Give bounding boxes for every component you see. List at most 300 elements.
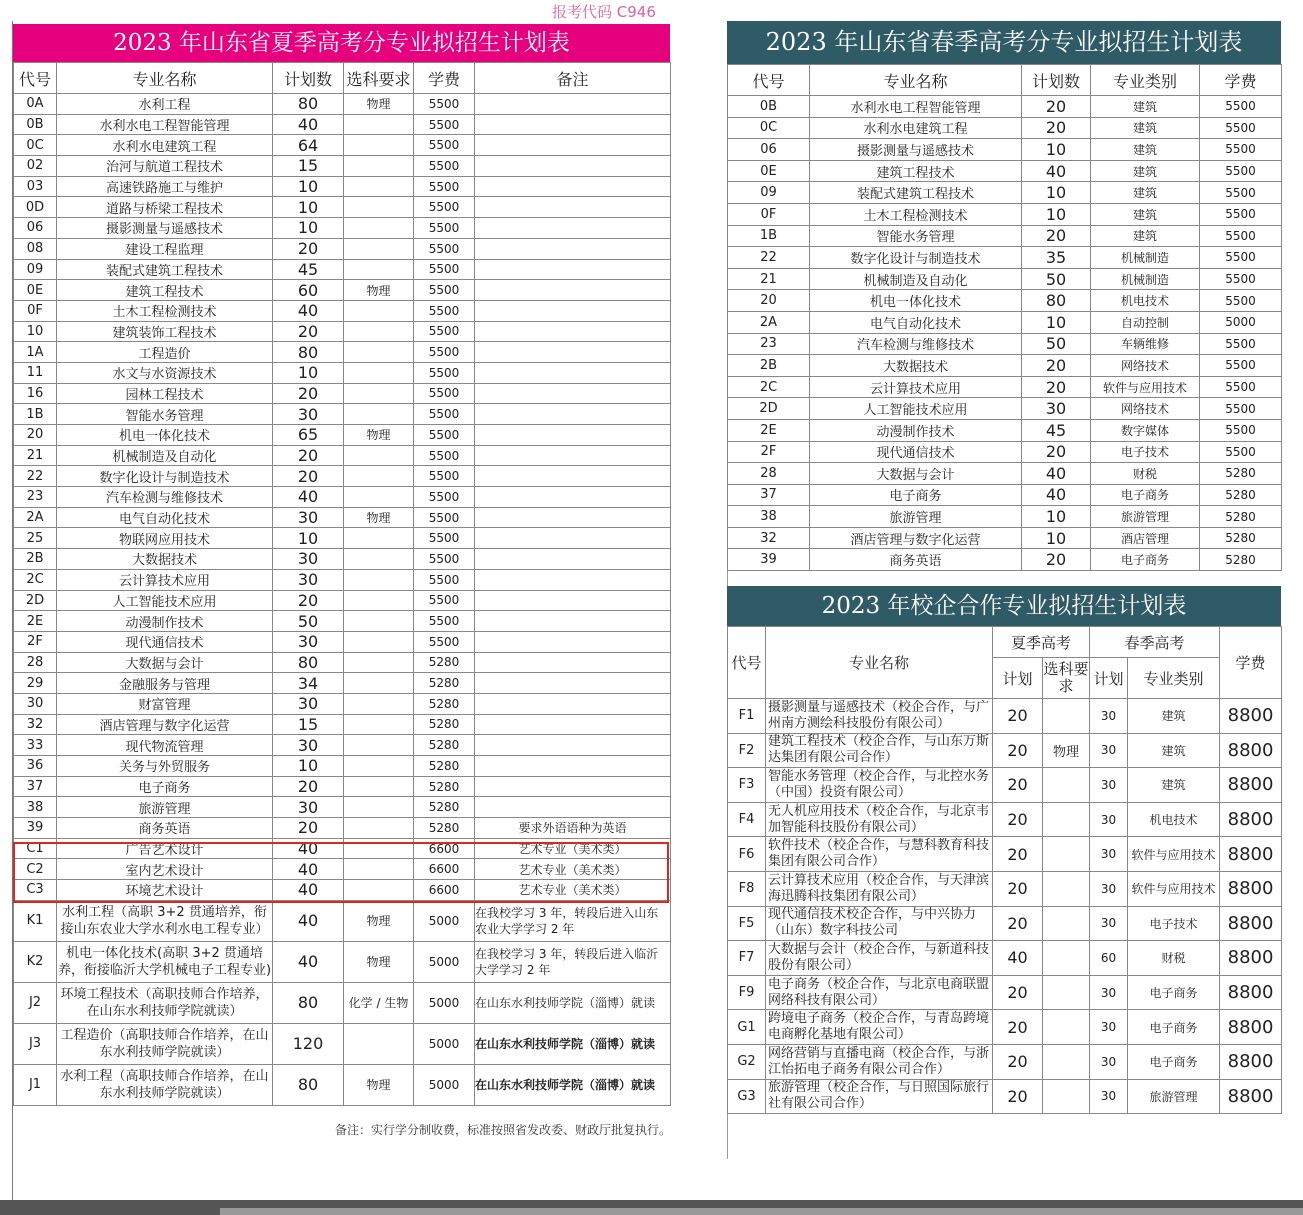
table-cell: 0E [728, 160, 810, 182]
table-cell: 1A [14, 342, 57, 363]
table-cell: 10 [273, 756, 344, 777]
table-cell: 车辆维修 [1091, 333, 1200, 355]
table-row [14, 714, 671, 735]
table-cell: 0E [14, 280, 57, 301]
table-cell: 28 [14, 652, 57, 673]
table-cell: 5500 [1200, 419, 1282, 441]
spring-plan-table [727, 64, 1282, 571]
table-cell: 5000 [414, 941, 475, 982]
table-cell: 5280 [414, 797, 475, 818]
table-row [728, 203, 1282, 225]
table-cell: 5500 [414, 569, 475, 590]
table-cell: 2E [728, 419, 810, 441]
table-cell: 软件技术（校企合作，与慧科教育科技集团有限公司合作） [766, 837, 993, 872]
table-cell: 39 [14, 818, 57, 839]
table-cell: G3 [728, 1079, 766, 1114]
table-row [728, 117, 1282, 139]
table-cell: C1 [14, 838, 57, 859]
table-cell: 治河与航道工程技术 [57, 156, 273, 177]
table-row [14, 425, 671, 446]
table-cell [344, 135, 414, 156]
table-cell [344, 383, 414, 404]
table-cell [344, 569, 414, 590]
table-cell [475, 590, 671, 611]
table-cell: 5280 [1200, 463, 1282, 485]
table-cell: 云计算技术应用 [57, 569, 273, 590]
table-cell: 80 [273, 342, 344, 363]
column-header: 学费 [1200, 65, 1282, 96]
table-cell [1043, 699, 1090, 734]
table-cell: 5500 [414, 425, 475, 446]
table-cell: 水利水电建筑工程 [57, 135, 273, 156]
table-cell: 29 [14, 673, 57, 694]
table-cell: 20 [993, 1079, 1043, 1114]
table-cell: 动漫制作技术 [57, 611, 273, 632]
table-cell: 09 [728, 182, 810, 204]
coop-plan-title: 2023 年校企合作专业拟招生计划表 [727, 586, 1281, 626]
table-cell: 2F [728, 441, 810, 463]
table-cell: 物联网应用技术 [57, 528, 273, 549]
table-cell: 21 [728, 268, 810, 290]
table-cell: 建筑工程技术（校企合作，与山东万斯达集团有限公司合作） [766, 733, 993, 768]
table-row [14, 466, 671, 487]
table-cell [344, 693, 414, 714]
table-cell: K1 [14, 900, 57, 941]
table-cell: 5280 [1200, 506, 1282, 528]
table-cell [344, 404, 414, 425]
table-cell: 06 [14, 218, 57, 239]
table-cell: 5500 [414, 549, 475, 570]
table-cell: 5500 [1200, 441, 1282, 463]
table-cell: J2 [14, 982, 57, 1023]
table-cell [475, 280, 671, 301]
table-cell [344, 238, 414, 259]
table-cell [344, 673, 414, 694]
table-row [14, 114, 671, 135]
table-cell: 机械制造 [1091, 247, 1200, 269]
table-cell: 电气自动化技术 [810, 311, 1022, 333]
table-cell: 土木工程检测技术 [57, 300, 273, 321]
table-cell: 20 [273, 590, 344, 611]
table-cell [475, 611, 671, 632]
table-cell: 37 [728, 484, 810, 506]
table-cell: 20 [1022, 549, 1091, 571]
table-cell: 20 [993, 699, 1043, 734]
table-cell: 酒店管理与数字化运营 [57, 714, 273, 735]
table-cell [475, 487, 671, 508]
table-row [728, 941, 1282, 976]
table-cell: 0F [728, 203, 810, 225]
table-cell: 30 [273, 693, 344, 714]
table-cell: 28 [728, 463, 810, 485]
table-cell: 8800 [1220, 802, 1282, 837]
table-cell: 20 [993, 906, 1043, 941]
table-cell: 8800 [1220, 733, 1282, 768]
table-cell: 2D [14, 590, 57, 611]
table-cell: 34 [273, 673, 344, 694]
header-fee: 学费 [1220, 627, 1282, 699]
table-cell [1043, 906, 1090, 941]
table-cell: 11 [14, 362, 57, 383]
table-cell [344, 611, 414, 632]
table-cell: 60 [1090, 941, 1128, 976]
table-row [728, 906, 1282, 941]
table-row [14, 156, 671, 177]
table-cell [475, 114, 671, 135]
table-cell: 智能水务管理 [57, 404, 273, 425]
table-cell: 广告艺术设计 [57, 838, 273, 859]
table-cell: 30 [273, 631, 344, 652]
spring-plan-title: 2023 年山东省春季高考分专业拟招生计划表 [727, 21, 1281, 64]
table-cell: 大数据技术 [810, 355, 1022, 377]
table-cell: 建筑装饰工程技术 [57, 321, 273, 342]
table-cell [1043, 1010, 1090, 1045]
table-cell: C3 [14, 880, 57, 901]
table-cell [475, 383, 671, 404]
table-cell: 关务与外贸服务 [57, 756, 273, 777]
table-row [14, 487, 671, 508]
table-cell: 电子商务 [1128, 975, 1220, 1010]
table-row [14, 776, 671, 797]
table-cell: 要求外语语种为英语 [475, 818, 671, 839]
table-cell [475, 507, 671, 528]
table-row [728, 527, 1282, 549]
table-cell: 5500 [414, 176, 475, 197]
table-cell: 旅游管理 [57, 797, 273, 818]
table-cell [475, 466, 671, 487]
table-cell: 数字媒体 [1091, 419, 1200, 441]
column-header: 备注 [475, 63, 671, 94]
table-cell: 10 [273, 197, 344, 218]
table-cell [344, 300, 414, 321]
table-row [728, 268, 1282, 290]
table-cell: 20 [273, 818, 344, 839]
table-cell: 30 [273, 569, 344, 590]
table-cell: 8800 [1220, 1044, 1282, 1079]
table-row [14, 756, 671, 777]
table-cell: 5500 [414, 300, 475, 321]
table-cell [344, 114, 414, 135]
table-row [14, 445, 671, 466]
table-cell: 5500 [414, 631, 475, 652]
table-row [14, 321, 671, 342]
table-cell: 25 [14, 528, 57, 549]
table-cell: 5280 [1200, 527, 1282, 549]
table-cell: 10 [1022, 311, 1091, 333]
table-cell: 30 [14, 693, 57, 714]
table-row [14, 693, 671, 714]
table-cell: 10 [14, 321, 57, 342]
table-cell [344, 528, 414, 549]
table-cell: 20 [1022, 96, 1091, 118]
table-cell: 45 [1022, 419, 1091, 441]
table-cell: 5500 [1200, 182, 1282, 204]
table-cell: 20 [1022, 376, 1091, 398]
table-row [14, 1023, 671, 1064]
table-cell: 5500 [1200, 139, 1282, 161]
table-cell: 22 [728, 247, 810, 269]
table-row [14, 300, 671, 321]
table-cell: 08 [14, 238, 57, 259]
table-cell: 道路与桥梁工程技术 [57, 197, 273, 218]
table-cell: 5000 [414, 1064, 475, 1105]
table-cell: 10 [1022, 527, 1091, 549]
column-header: 专业名称 [57, 63, 273, 94]
table-row [14, 631, 671, 652]
table-cell: 20 [1022, 355, 1091, 377]
table-row [728, 311, 1282, 333]
table-cell: 80 [1022, 290, 1091, 312]
table-cell: 80 [273, 982, 344, 1023]
table-cell: 30 [1090, 699, 1128, 734]
table-row [14, 383, 671, 404]
table-cell: 5500 [1200, 117, 1282, 139]
table-cell: 40 [1022, 463, 1091, 485]
table-cell: 建筑 [1091, 203, 1200, 225]
table-cell: 39 [728, 549, 810, 571]
table-cell: 2A [14, 507, 57, 528]
table-row [728, 96, 1282, 118]
table-cell: 建筑 [1091, 160, 1200, 182]
table-cell: 建筑 [1128, 699, 1220, 734]
table-cell: 5280 [414, 776, 475, 797]
table-cell [475, 259, 671, 280]
table-cell: 5500 [1200, 96, 1282, 118]
table-row [728, 441, 1282, 463]
table-cell: 40 [273, 300, 344, 321]
table-cell: 20 [1022, 117, 1091, 139]
table-cell: 10 [273, 362, 344, 383]
table-cell: 20 [273, 776, 344, 797]
table-cell: 5500 [414, 590, 475, 611]
table-cell: 65 [273, 425, 344, 446]
table-cell: 电子商务 [810, 484, 1022, 506]
table-cell: 2A [728, 311, 810, 333]
table-cell: 建筑工程技术 [57, 280, 273, 301]
table-cell: 酒店管理与数字化运营 [810, 527, 1022, 549]
table-cell: 室内艺术设计 [57, 859, 273, 880]
table-cell: 5500 [414, 383, 475, 404]
table-cell: F1 [728, 699, 766, 734]
table-cell: 20 [993, 871, 1043, 906]
table-row [14, 94, 671, 115]
table-cell: 0C [728, 117, 810, 139]
table-cell [344, 362, 414, 383]
table-cell: 20 [273, 445, 344, 466]
table-row [14, 900, 671, 941]
table-cell: 1B [14, 404, 57, 425]
table-cell: 40 [1022, 160, 1091, 182]
table-cell: 5500 [414, 466, 475, 487]
table-cell: 机械制造 [1091, 268, 1200, 290]
table-cell: 5500 [414, 342, 475, 363]
table-cell: 现代通信技术 [57, 631, 273, 652]
table-cell: 5500 [414, 94, 475, 115]
table-cell: 建筑 [1091, 139, 1200, 161]
table-cell [344, 156, 414, 177]
table-cell: 37 [14, 776, 57, 797]
table-cell [344, 797, 414, 818]
table-cell: 5500 [414, 197, 475, 218]
table-row [14, 569, 671, 590]
table-cell: 0B [728, 96, 810, 118]
table-cell [344, 652, 414, 673]
table-cell: 人工智能技术应用 [57, 590, 273, 611]
table-row [14, 735, 671, 756]
table-cell: 60 [273, 280, 344, 301]
table-cell: 64 [273, 135, 344, 156]
table-cell: 22 [14, 466, 57, 487]
table-cell: 5000 [414, 982, 475, 1023]
table-cell [475, 652, 671, 673]
header-summer: 夏季高考 [993, 627, 1090, 658]
table-cell [344, 176, 414, 197]
table-cell: 5280 [414, 693, 475, 714]
table-cell: 无人机应用技术（校企合作，与北京韦加智能科技股份有限公司） [766, 802, 993, 837]
table-cell: 2F [14, 631, 57, 652]
table-cell: F6 [728, 837, 766, 872]
table-cell: 建筑 [1091, 182, 1200, 204]
table-cell: 20 [993, 975, 1043, 1010]
table-cell: 30 [1090, 802, 1128, 837]
table-cell [1043, 941, 1090, 976]
table-cell: 0F [14, 300, 57, 321]
table-cell: 20 [728, 290, 810, 312]
table-cell: 40 [273, 941, 344, 982]
table-row [14, 238, 671, 259]
table-cell: 2B [14, 549, 57, 570]
table-cell: 智能水务管理 [810, 225, 1022, 247]
table-cell: 现代通信技术校企合作，与中兴协力（山东）数字科技公司 [766, 906, 993, 941]
table-cell: 40 [1022, 484, 1091, 506]
table-cell [475, 197, 671, 218]
table-row [728, 768, 1282, 803]
table-cell: 水利工程 [57, 94, 273, 115]
table-cell: 0D [14, 197, 57, 218]
table-cell: 数字化设计与制造技术 [57, 466, 273, 487]
table-cell: 30 [1090, 768, 1128, 803]
table-row [728, 871, 1282, 906]
table-cell: 水利水电工程智能管理 [57, 114, 273, 135]
table-cell: 5500 [414, 528, 475, 549]
table-cell: 跨境电子商务（校企合作，与青岛跨境电商孵化基地有限公司） [766, 1010, 993, 1045]
table-cell [475, 445, 671, 466]
table-cell: 5500 [1200, 225, 1282, 247]
footnote: 备注：实行学分制收费，标准按照省发改委、财政厅批复执行。 [335, 1123, 672, 1137]
table-cell: 机电一体化技术 [810, 290, 1022, 312]
table-cell: 32 [14, 714, 57, 735]
table-cell: 5280 [414, 735, 475, 756]
table-cell: 30 [1022, 398, 1091, 420]
table-cell [344, 1023, 414, 1064]
table-cell: 23 [728, 333, 810, 355]
table-cell [344, 342, 414, 363]
table-cell: 5000 [414, 1023, 475, 1064]
table-cell: 大数据与会计 [57, 652, 273, 673]
table-cell: 电子商务 [1128, 1044, 1220, 1079]
table-cell: 30 [273, 507, 344, 528]
table-cell: 数字化设计与制造技术 [810, 247, 1022, 269]
table-cell: 40 [273, 900, 344, 941]
table-cell: 8800 [1220, 1010, 1282, 1045]
table-cell [344, 756, 414, 777]
table-cell: 20 [1022, 225, 1091, 247]
table-cell: 10 [273, 528, 344, 549]
table-cell: 6600 [414, 859, 475, 880]
table-cell: 8800 [1220, 871, 1282, 906]
table-cell [475, 218, 671, 239]
table-cell: 软件与应用技术 [1128, 871, 1220, 906]
table-cell: 5500 [1200, 290, 1282, 312]
table-cell: 5500 [414, 238, 475, 259]
table-row [14, 797, 671, 818]
table-cell: 20 [993, 733, 1043, 768]
table-cell: 0B [14, 114, 57, 135]
table-cell: 20 [273, 238, 344, 259]
table-cell: 水利工程（高职技师合作培养，在山东水利技师学院就读） [57, 1064, 273, 1105]
table-cell: 16 [14, 383, 57, 404]
table-cell: 物理 [344, 425, 414, 446]
table-cell [344, 776, 414, 797]
table-row [728, 837, 1282, 872]
table-cell: 20 [273, 383, 344, 404]
bottom-scrollbar[interactable] [220, 1208, 1303, 1215]
table-cell [475, 342, 671, 363]
table-cell: 5500 [1200, 268, 1282, 290]
table-cell [475, 362, 671, 383]
table-cell [1043, 802, 1090, 837]
table-cell: 5280 [1200, 484, 1282, 506]
table-row [14, 197, 671, 218]
table-cell: 35 [1022, 247, 1091, 269]
table-cell [344, 445, 414, 466]
table-cell: 40 [273, 859, 344, 880]
table-cell: 汽车检测与维修技术 [810, 333, 1022, 355]
table-cell: 物理 [344, 507, 414, 528]
table-cell [1043, 1079, 1090, 1114]
table-cell: 30 [1090, 733, 1128, 768]
table-cell [475, 797, 671, 818]
table-cell: 物理 [344, 900, 414, 941]
table-cell [475, 404, 671, 425]
table-cell: 5500 [414, 259, 475, 280]
table-cell: 8800 [1220, 768, 1282, 803]
table-cell: 36 [14, 756, 57, 777]
header-spring: 春季高考 [1090, 627, 1220, 658]
table-cell: 软件与应用技术 [1128, 837, 1220, 872]
table-row [728, 506, 1282, 528]
column-header: 专业类别 [1091, 65, 1200, 96]
summer-plan-table [13, 62, 671, 1106]
table-cell: 网络技术 [1091, 355, 1200, 377]
table-cell: 30 [273, 735, 344, 756]
table-cell: 电子技术 [1128, 906, 1220, 941]
table-cell: 8800 [1220, 699, 1282, 734]
table-cell: 5000 [1200, 311, 1282, 333]
column-header: 专业名称 [810, 65, 1022, 96]
table-cell: 5500 [414, 507, 475, 528]
table-row [728, 1044, 1282, 1079]
table-cell: 15 [273, 156, 344, 177]
table-cell: 旅游管理 [810, 506, 1022, 528]
table-cell: 10 [1022, 203, 1091, 225]
table-row [728, 699, 1282, 734]
table-cell: 5000 [414, 900, 475, 941]
table-row [728, 333, 1282, 355]
table-cell: 09 [14, 259, 57, 280]
table-cell: 120 [273, 1023, 344, 1064]
table-cell: 物理 [344, 280, 414, 301]
